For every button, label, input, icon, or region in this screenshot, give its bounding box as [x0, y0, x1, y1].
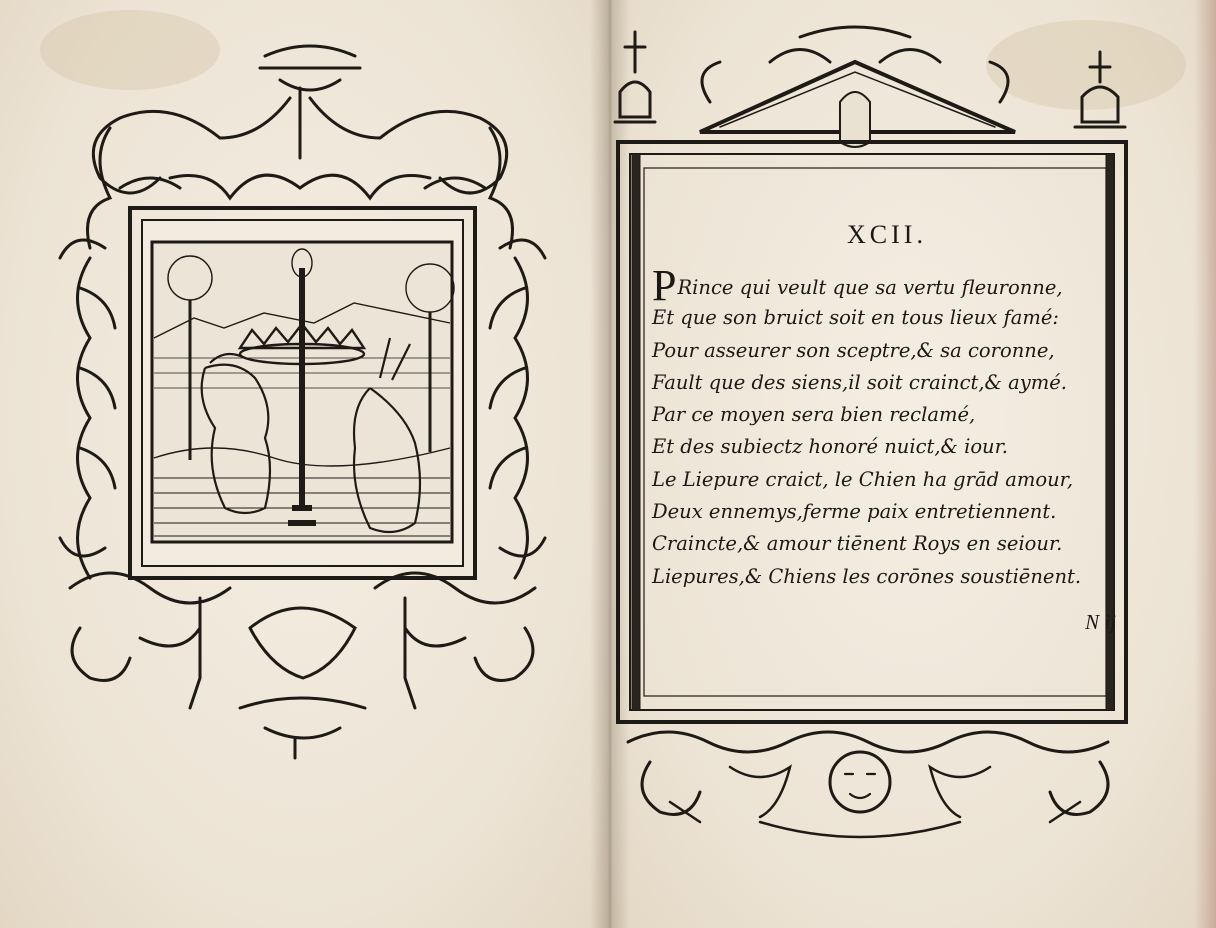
emblem-numeral: XCII. — [847, 220, 927, 249]
verse-line: Et des subiectz honoré nuict,& iour. — [652, 435, 1008, 459]
verse-line: Fault que des siens,il soit crainct,& aymé. — [652, 370, 1067, 394]
page-edge — [1194, 0, 1216, 928]
signature-mark: N ij — [1085, 610, 1116, 634]
verse-line: Par ce moyen sera bien reclamé, — [652, 403, 976, 427]
verse-line: Pour asseurer son sceptre,& sa coronne, — [652, 338, 1055, 362]
verse-line: PRince qui veult que sa vertu fleuronne, — [652, 261, 1063, 310]
verse-line: Le Liepure craict, le Chien ha grād amour, — [652, 467, 1074, 491]
emblem-verse — [652, 261, 1122, 593]
emblem-text-block — [652, 186, 1122, 676]
verse-line: Et que son bruict soit en tous lieux famé: — [652, 306, 1059, 330]
verse-line: Craincte,& amour tiēnent Roys en seiour. — [652, 532, 1063, 556]
drop-cap: P — [652, 261, 677, 310]
verse-line: Liepures,& Chiens les corōnes soustiēnent. — [652, 564, 1082, 588]
woodcut-emblem-illustration — [50, 28, 555, 768]
verse-line: Deux ennemys,ferme paix entretiennent. — [652, 500, 1057, 524]
